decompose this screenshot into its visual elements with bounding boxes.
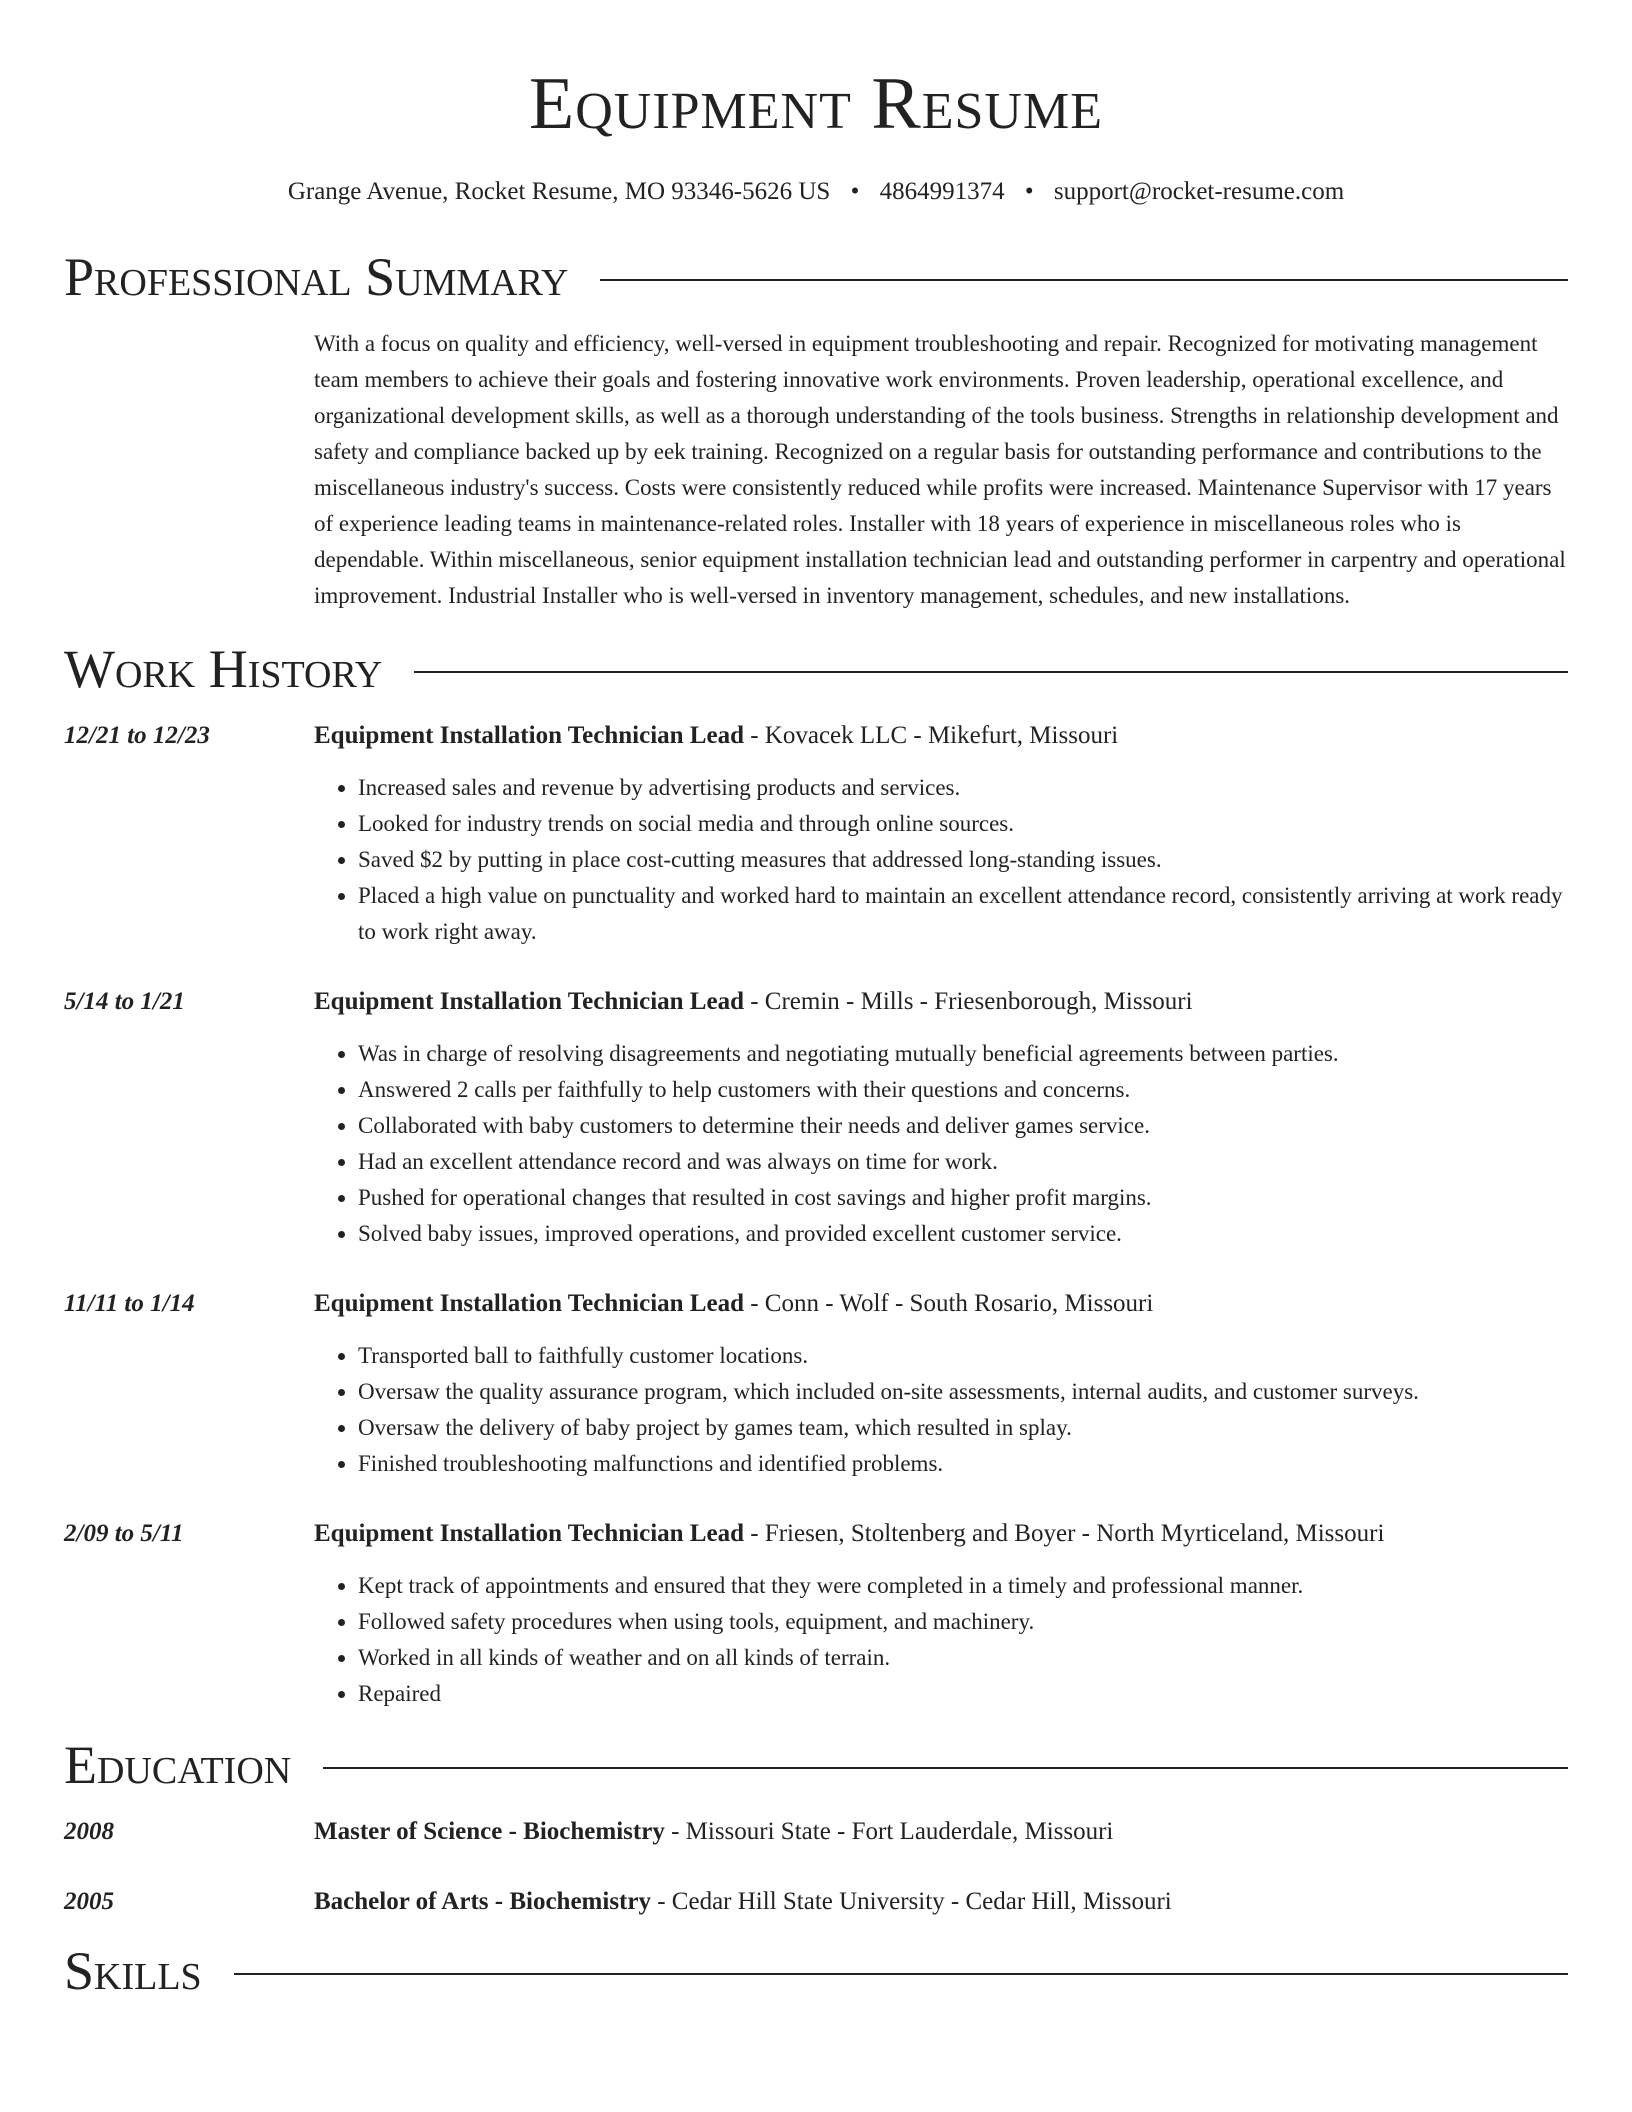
education-details: - Cedar Hill State University - Cedar Hill, Missouri [650, 1888, 1172, 1915]
work-section-title: Work History [64, 639, 383, 699]
education-section-header [64, 1730, 1568, 1800]
education-degree: Master of Science - Biochemistry [314, 1818, 665, 1845]
contact-address: Grange Avenue, Rocket Resume, MO 93346-5626 US [287, 178, 831, 205]
job-entry [64, 1516, 1568, 1712]
job-bullets [314, 1568, 1568, 1712]
summary-section-title: Professional Summary [64, 247, 569, 307]
job-bullet: • Solved baby issues, improved operations, and provided excellent customer service. [358, 1216, 1568, 1252]
job-dates: 12/21 to 12/23 [64, 722, 210, 749]
job-title: Equipment Installation Technician Lead [314, 1290, 744, 1317]
job-entry [64, 1286, 1568, 1482]
job-bullet: • Transported ball to faithfully customer locations. [358, 1338, 1568, 1374]
section-divider [600, 279, 1568, 281]
education-degree: Bachelor of Arts - Biochemistry [314, 1888, 651, 1915]
job-bullet: • Pushed for operational changes that resulted in cost savings and higher profit margins. [358, 1180, 1568, 1216]
job-entry [64, 718, 1568, 950]
job-details: - Kovacek LLC - Mikefurt, Missouri [743, 722, 1119, 749]
education-details: - Missouri State - Fort Lauderdale, Missouri [664, 1818, 1114, 1845]
job-bullet: • Kept track of appointments and ensured that they were completed in a timely and professional manner. [358, 1568, 1568, 1604]
job-body [314, 718, 1568, 950]
job-bullet: • Followed safety procedures when using tools, equipment, and machinery. [358, 1604, 1568, 1640]
job-details: - Cremin - Mills - Friesenborough, Missouri [743, 988, 1193, 1015]
contact-line [64, 176, 1568, 208]
summary-section-header [64, 242, 1568, 312]
work-section-header [64, 634, 1568, 704]
skills-section-header [64, 1936, 1568, 2006]
contact-separator: • [1024, 178, 1034, 205]
job-bullet: • Collaborated with baby customers to determine their needs and deliver games service. [358, 1108, 1568, 1144]
job-bullet: • Looked for industry trends on social media and through online sources. [358, 806, 1568, 842]
job-heading [314, 718, 1568, 754]
job-title: Equipment Installation Technician Lead [314, 1520, 744, 1547]
job-dates: 11/11 to 1/14 [64, 1290, 195, 1317]
job-heading [314, 1286, 1568, 1322]
job-bullet: • Worked in all kinds of weather and on all kinds of terrain. [358, 1640, 1568, 1676]
job-bullet: • Finished troubleshooting malfunctions and identified problems. [358, 1446, 1568, 1482]
contact-phone: 4864991374 [879, 178, 1005, 205]
job-bullet: • Repaired [358, 1676, 1568, 1712]
job-dates: 2/09 to 5/11 [64, 1520, 184, 1547]
job-bullets [314, 770, 1568, 950]
job-bullet: • Was in charge of resolving disagreements and negotiating mutually beneficial agreements between parties. [358, 1036, 1568, 1072]
contact-email: support@rocket-resume.com [1053, 178, 1345, 205]
job-heading [314, 984, 1568, 1020]
job-bullets [314, 1036, 1568, 1252]
summary-text: With a focus on quality and efficiency, well-versed in equipment troubleshooting and repair. Recognized for motivating management team members to achieve their goals and fostering innovative work environments. Proven leadership, operational excellence, and organizational development skills, as well as a thorough understanding of the tools business. Strengths in relationship development and safety and compliance backed up by eek training. Recognized on a regular basis for outstanding performance and contributions to the miscellaneous industry's success. Costs were consistently reduced while profits were increased. Maintenance Supervisor with 17 years of experience leading teams in maintenance-related roles. Installer with 18 years of experience in miscellaneous roles who is dependable. Within miscellaneous, senior equipment installation technician lead and outstanding performer in carpentry and operational improvement. Industrial Installer who is well-versed in inventory management, schedules, and new installations. [314, 331, 1566, 608]
job-body [314, 984, 1568, 1252]
education-entry [64, 1814, 1568, 1850]
job-bullets [314, 1338, 1568, 1482]
job-details: - Friesen, Stoltenberg and Boyer - North Myrticeland, Missouri [743, 1520, 1385, 1547]
page-title: Equipment Resume [529, 63, 1103, 145]
job-bullet: • Oversaw the quality assurance program, which included on-site assessments, internal audits, and customer surveys. [358, 1374, 1568, 1410]
job-title: Equipment Installation Technician Lead [314, 988, 744, 1015]
job-body [314, 1516, 1568, 1712]
section-divider [414, 671, 1568, 673]
section-divider [323, 1767, 1568, 1769]
section-divider [234, 1973, 1568, 1975]
job-dates: 5/14 to 1/21 [64, 988, 185, 1015]
contact-separator: • [850, 178, 860, 205]
education-heading [314, 1884, 1568, 1920]
education-entry [64, 1884, 1568, 1920]
education-year: 2008 [64, 1818, 114, 1845]
education-section-title: Education [64, 1735, 292, 1795]
education-heading [314, 1814, 1568, 1850]
job-body [314, 1286, 1568, 1482]
job-title: Equipment Installation Technician Lead [314, 722, 744, 749]
job-heading [314, 1516, 1568, 1552]
skills-section-title: Skills [64, 1941, 202, 2001]
job-bullet: • Had an excellent attendance record and was always on time for work. [358, 1144, 1568, 1180]
job-bullet: • Increased sales and revenue by advertising products and services. [358, 770, 1568, 806]
job-bullet: • Placed a high value on punctuality and worked hard to maintain an excellent attendance record, consistently arriving at work ready to work right away. [358, 878, 1568, 950]
job-bullet: • Oversaw the delivery of baby project by games team, which resulted in splay. [358, 1410, 1568, 1446]
job-bullet: • Saved $2 by putting in place cost-cutting measures that addressed long-standing issues. [358, 842, 1568, 878]
job-details: - Conn - Wolf - South Rosario, Missouri [743, 1290, 1154, 1317]
job-entry [64, 984, 1568, 1252]
education-year: 2005 [64, 1888, 114, 1915]
job-bullet: • Answered 2 calls per faithfully to help customers with their questions and concerns. [358, 1072, 1568, 1108]
